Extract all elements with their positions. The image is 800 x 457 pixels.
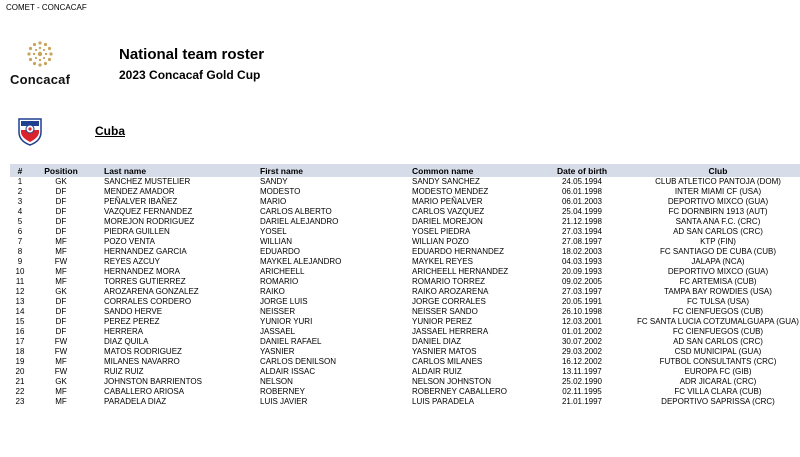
player-last-name: JOHNSTON BARRIENTOS (104, 377, 202, 386)
player-date-of-birth: 20.09.1993 (561, 267, 603, 276)
player-last-name: MENDEZ AMADOR (104, 187, 175, 196)
player-number: 18 (15, 347, 25, 356)
player-number: 13 (15, 297, 25, 306)
player-club: DEPORTIVO SAPRISSA (CRC) (661, 397, 775, 406)
player-position: MF (55, 397, 67, 406)
player-position: DF (55, 307, 67, 316)
player-common-name: YASNIER MATOS (412, 347, 477, 356)
player-last-name: SANCHEZ MUSTELIER (104, 177, 191, 186)
player-first-name: DANIEL RAFAEL (260, 337, 322, 346)
player-position: MF (55, 237, 67, 246)
player-position: FW (54, 367, 68, 376)
table-row (10, 327, 800, 337)
player-common-name: YOSEL PIEDRA (412, 227, 471, 236)
player-first-name: YASNIER (260, 347, 295, 356)
player-date-of-birth: 06.01.1998 (561, 187, 603, 196)
player-club: SANTA ANA F.C. (CRC) (675, 217, 761, 226)
player-last-name: HERNANDEZ MORA (104, 267, 181, 276)
page-title: National team roster (119, 46, 265, 63)
player-club: KTP (FIN) (700, 237, 736, 246)
player-number: 14 (15, 307, 25, 316)
player-common-name: DARIEL MOREJON (412, 217, 483, 226)
source-line: COMET - CONCACAF (6, 3, 87, 12)
player-number: 7 (17, 237, 23, 246)
table-row (10, 227, 800, 237)
table-row (10, 367, 800, 377)
concacaf-logo-text: Concacaf (10, 72, 71, 87)
player-club: CLUB ATLETICO PANTOJA (DOM) (655, 177, 781, 186)
player-club: ADR JICARAL (CRC) (679, 377, 757, 386)
player-position: DF (55, 197, 67, 206)
player-date-of-birth: 25.04.1999 (561, 207, 603, 216)
player-first-name: MODESTO (260, 187, 301, 196)
player-last-name: TORRES GUTIERREZ (104, 277, 186, 286)
player-number: 23 (15, 397, 25, 406)
player-position: DF (55, 187, 67, 196)
table-header-row (10, 164, 800, 177)
player-number: 4 (17, 207, 23, 216)
player-last-name: HERRERA (104, 327, 144, 336)
player-number: 15 (15, 317, 25, 326)
player-common-name: RAIKO AROZARENA (412, 287, 489, 296)
player-last-name: MILANES NAVARRO (104, 357, 180, 366)
player-number: 22 (15, 387, 25, 396)
player-last-name: PIEDRA GUILLEN (104, 227, 170, 236)
player-common-name: MARIO PEÑALVER (412, 197, 483, 206)
player-common-name: NELSON JOHNSTON (412, 377, 491, 386)
table-row (10, 347, 800, 357)
player-common-name: MODESTO MENDEZ (412, 187, 489, 196)
player-last-name: CABALLERO ARIOSA (104, 387, 185, 396)
player-club: FC VILLA CLARA (CUB) (674, 387, 762, 396)
cuba-federation-crest-icon (16, 116, 44, 146)
player-number: 21 (15, 377, 25, 386)
player-position: DF (55, 227, 67, 236)
player-first-name: NELSON (260, 377, 293, 386)
player-date-of-birth: 02.11.1995 (562, 387, 602, 396)
player-position: MF (55, 267, 67, 276)
player-last-name: AROZARENA GONZALEZ (104, 287, 199, 296)
player-common-name: NEISSER SANDO (412, 307, 478, 316)
player-last-name: MOREJON RODRIGUEZ (104, 217, 195, 226)
table-row (10, 337, 800, 347)
player-number: 10 (15, 267, 25, 276)
table-row (10, 197, 800, 207)
player-date-of-birth: 12.03.2001 (561, 317, 603, 326)
player-number: 9 (17, 257, 23, 266)
player-common-name: ROMARIO TORREZ (412, 277, 486, 286)
player-common-name: CARLOS VAZQUEZ (412, 207, 485, 216)
col-first-name-header: First name (254, 164, 408, 177)
player-date-of-birth: 26.10.1998 (561, 307, 603, 316)
player-common-name: WILLIAN POZO (412, 237, 469, 246)
player-first-name: YOSEL (260, 227, 287, 236)
player-last-name: DIAZ QUILA (104, 337, 149, 346)
player-last-name: PEÑALVER IBAÑEZ (104, 197, 178, 206)
table-row (10, 247, 800, 257)
player-last-name: VAZQUEZ FERNANDEZ (104, 207, 193, 216)
player-club: DEPORTIVO MIXCO (GUA) (667, 267, 769, 276)
table-row (10, 267, 800, 277)
player-date-of-birth: 21.12.1998 (561, 217, 603, 226)
player-position: DF (55, 217, 67, 226)
player-position: DF (55, 317, 67, 326)
player-number: 8 (17, 247, 23, 256)
player-first-name: DARIEL ALEJANDRO (260, 217, 339, 226)
table-row (10, 177, 800, 187)
table-row (10, 187, 800, 197)
player-position: DF (55, 297, 67, 306)
player-club: FC SANTIAGO DE CUBA (CUB) (659, 247, 776, 256)
player-date-of-birth: 04.03.1993 (561, 257, 603, 266)
col-date-of-birth-header: Date of birth (540, 164, 624, 177)
player-last-name: REYES AZCUY (104, 257, 161, 266)
col-number-header: # (10, 164, 30, 177)
player-position: FW (54, 257, 68, 266)
player-first-name: ARICHEELL (260, 267, 305, 276)
player-last-name: PARADELA DIAZ (104, 397, 167, 406)
player-number: 11 (15, 277, 25, 286)
player-first-name: LUIS JAVIER (260, 397, 308, 406)
player-date-of-birth: 25.02.1990 (561, 377, 603, 386)
player-position: GK (55, 377, 67, 386)
table-row (10, 217, 800, 227)
player-position: FW (54, 347, 68, 356)
player-position: MF (55, 277, 67, 286)
player-last-name: MATOS RODRIGUEZ (104, 347, 182, 356)
player-number: 6 (17, 227, 23, 236)
player-date-of-birth: 27.08.1997 (561, 237, 603, 246)
player-position: MF (55, 247, 67, 256)
player-club: FUTBOL CONSULTANTS (CRC) (659, 357, 777, 366)
table-row (10, 357, 800, 367)
table-row (10, 307, 800, 317)
player-club: FC DORNBIRN 1913 (AUT) (668, 207, 768, 216)
player-date-of-birth: 09.02.2005 (561, 277, 603, 286)
player-date-of-birth: 13.11.1997 (562, 367, 602, 376)
player-number: 17 (15, 337, 25, 346)
table-row (10, 317, 800, 327)
player-date-of-birth: 30.07.2002 (561, 337, 603, 346)
player-common-name: ARICHEELL HERNANDEZ (412, 267, 509, 276)
col-position-header: Position (30, 164, 92, 177)
player-last-name: SANDO HERVE (104, 307, 163, 316)
player-date-of-birth: 29.03.2002 (561, 347, 603, 356)
player-first-name: CARLOS DENILSON (260, 357, 337, 366)
player-club: DEPORTIVO MIXCO (GUA) (667, 197, 769, 206)
player-common-name: ALDAIR RUIZ (412, 367, 462, 376)
player-position: GK (55, 287, 67, 296)
player-club: FC ARTEMISA (CUB) (679, 277, 757, 286)
player-number: 20 (15, 367, 25, 376)
player-date-of-birth: 18.02.2003 (561, 247, 603, 256)
player-first-name: JASSAEL (260, 327, 296, 336)
player-first-name: WILLIAN (260, 237, 293, 246)
team-name: Cuba (95, 124, 125, 138)
player-common-name: CARLOS MILANES (412, 357, 483, 366)
player-position: MF (55, 357, 67, 366)
player-first-name: RAIKO (260, 287, 285, 296)
player-first-name: CARLOS ALBERTO (260, 207, 332, 216)
page-subtitle: 2023 Concacaf Gold Cup (119, 68, 261, 82)
player-club: FC SANTA LUCIA COTZUMALGUAPA (GUA) (637, 317, 799, 326)
col-club-header: Club (624, 164, 800, 177)
player-club: FC TULSA (USA) (686, 297, 750, 306)
player-position: GK (55, 177, 67, 186)
player-number: 19 (15, 357, 25, 366)
table-row (10, 277, 800, 287)
player-club: INTER MIAMI CF (USA) (674, 187, 762, 196)
table-row (10, 207, 800, 217)
player-club: AD SAN CARLOS (CRC) (673, 337, 763, 346)
player-date-of-birth: 27.03.1994 (561, 227, 603, 236)
player-position: FW (54, 337, 68, 346)
player-number: 3 (17, 197, 23, 206)
player-date-of-birth: 06.01.2003 (561, 197, 603, 206)
player-date-of-birth: 21.01.1997 (561, 397, 603, 406)
table-row (10, 257, 800, 267)
player-club: AD SAN CARLOS (CRC) (673, 227, 763, 236)
player-last-name: RUIZ RUIZ (104, 367, 144, 376)
table-row (10, 377, 800, 387)
player-first-name: MAYKEL ALEJANDRO (260, 257, 342, 266)
player-date-of-birth: 01.01.2002 (561, 327, 603, 336)
player-common-name: JASSAEL HERRERA (412, 327, 489, 336)
player-common-name: EDUARDO HERNANDEZ (412, 247, 505, 256)
player-number: 2 (17, 187, 23, 196)
player-club: JALAPA (NCA) (691, 257, 745, 266)
player-first-name: ROBERNEY (260, 387, 305, 396)
player-club: CSD MUNICIPAL (GUA) (674, 347, 762, 356)
col-last-name-header: Last name (92, 164, 254, 177)
player-number: 1 (17, 177, 23, 186)
player-club: EUROPA FC (GIB) (684, 367, 752, 376)
table-row (10, 297, 800, 307)
player-date-of-birth: 16.12.2002 (561, 357, 603, 366)
player-number: 16 (15, 327, 25, 336)
player-common-name: JORGE CORRALES (412, 297, 486, 306)
roster-body (10, 177, 800, 407)
player-last-name: HERNANDEZ GARCIA (104, 247, 187, 256)
player-club: FC CIENFUEGOS (CUB) (672, 307, 764, 316)
roster-table (10, 164, 799, 407)
player-first-name: MARIO (260, 197, 287, 206)
player-position: DF (55, 207, 67, 216)
player-first-name: SANDY (260, 177, 288, 186)
player-last-name: POZO VENTA (104, 237, 155, 246)
player-position: MF (55, 387, 67, 396)
col-common-name-header: Common name (408, 164, 540, 177)
player-first-name: ALDAIR ISSAC (260, 367, 316, 376)
player-club: TAMPA BAY ROWDIES (USA) (664, 287, 772, 296)
player-last-name: CORRALES CORDERO (104, 297, 192, 306)
player-common-name: MAYKEL REYES (412, 257, 473, 266)
player-first-name: EDUARDO (260, 247, 301, 256)
player-first-name: YUNIOR YURI (260, 317, 313, 326)
table-row (10, 287, 800, 297)
player-number: 5 (17, 217, 23, 226)
player-position: DF (55, 327, 67, 336)
player-common-name: LUIS PARADELA (412, 397, 475, 406)
player-last-name: PEREZ PEREZ (104, 317, 160, 326)
table-row (10, 397, 800, 407)
player-first-name: JORGE LUIS (260, 297, 308, 306)
player-date-of-birth: 27.03.1997 (561, 287, 603, 296)
player-common-name: ROBERNEY CABALLERO (412, 387, 507, 396)
player-first-name: ROMARIO (260, 277, 299, 286)
player-common-name: YUNIOR PEREZ (412, 317, 473, 326)
player-common-name: SANDY SANCHEZ (412, 177, 480, 186)
player-date-of-birth: 24.05.1994 (561, 177, 603, 186)
player-number: 12 (15, 287, 25, 296)
player-common-name: DANIEL DIAZ (412, 337, 462, 346)
table-row (10, 237, 800, 247)
table-row (10, 387, 800, 397)
player-club: FC CIENFUEGOS (CUB) (672, 327, 764, 336)
player-date-of-birth: 20.05.1991 (561, 297, 603, 306)
player-first-name: NEISSER (260, 307, 296, 316)
